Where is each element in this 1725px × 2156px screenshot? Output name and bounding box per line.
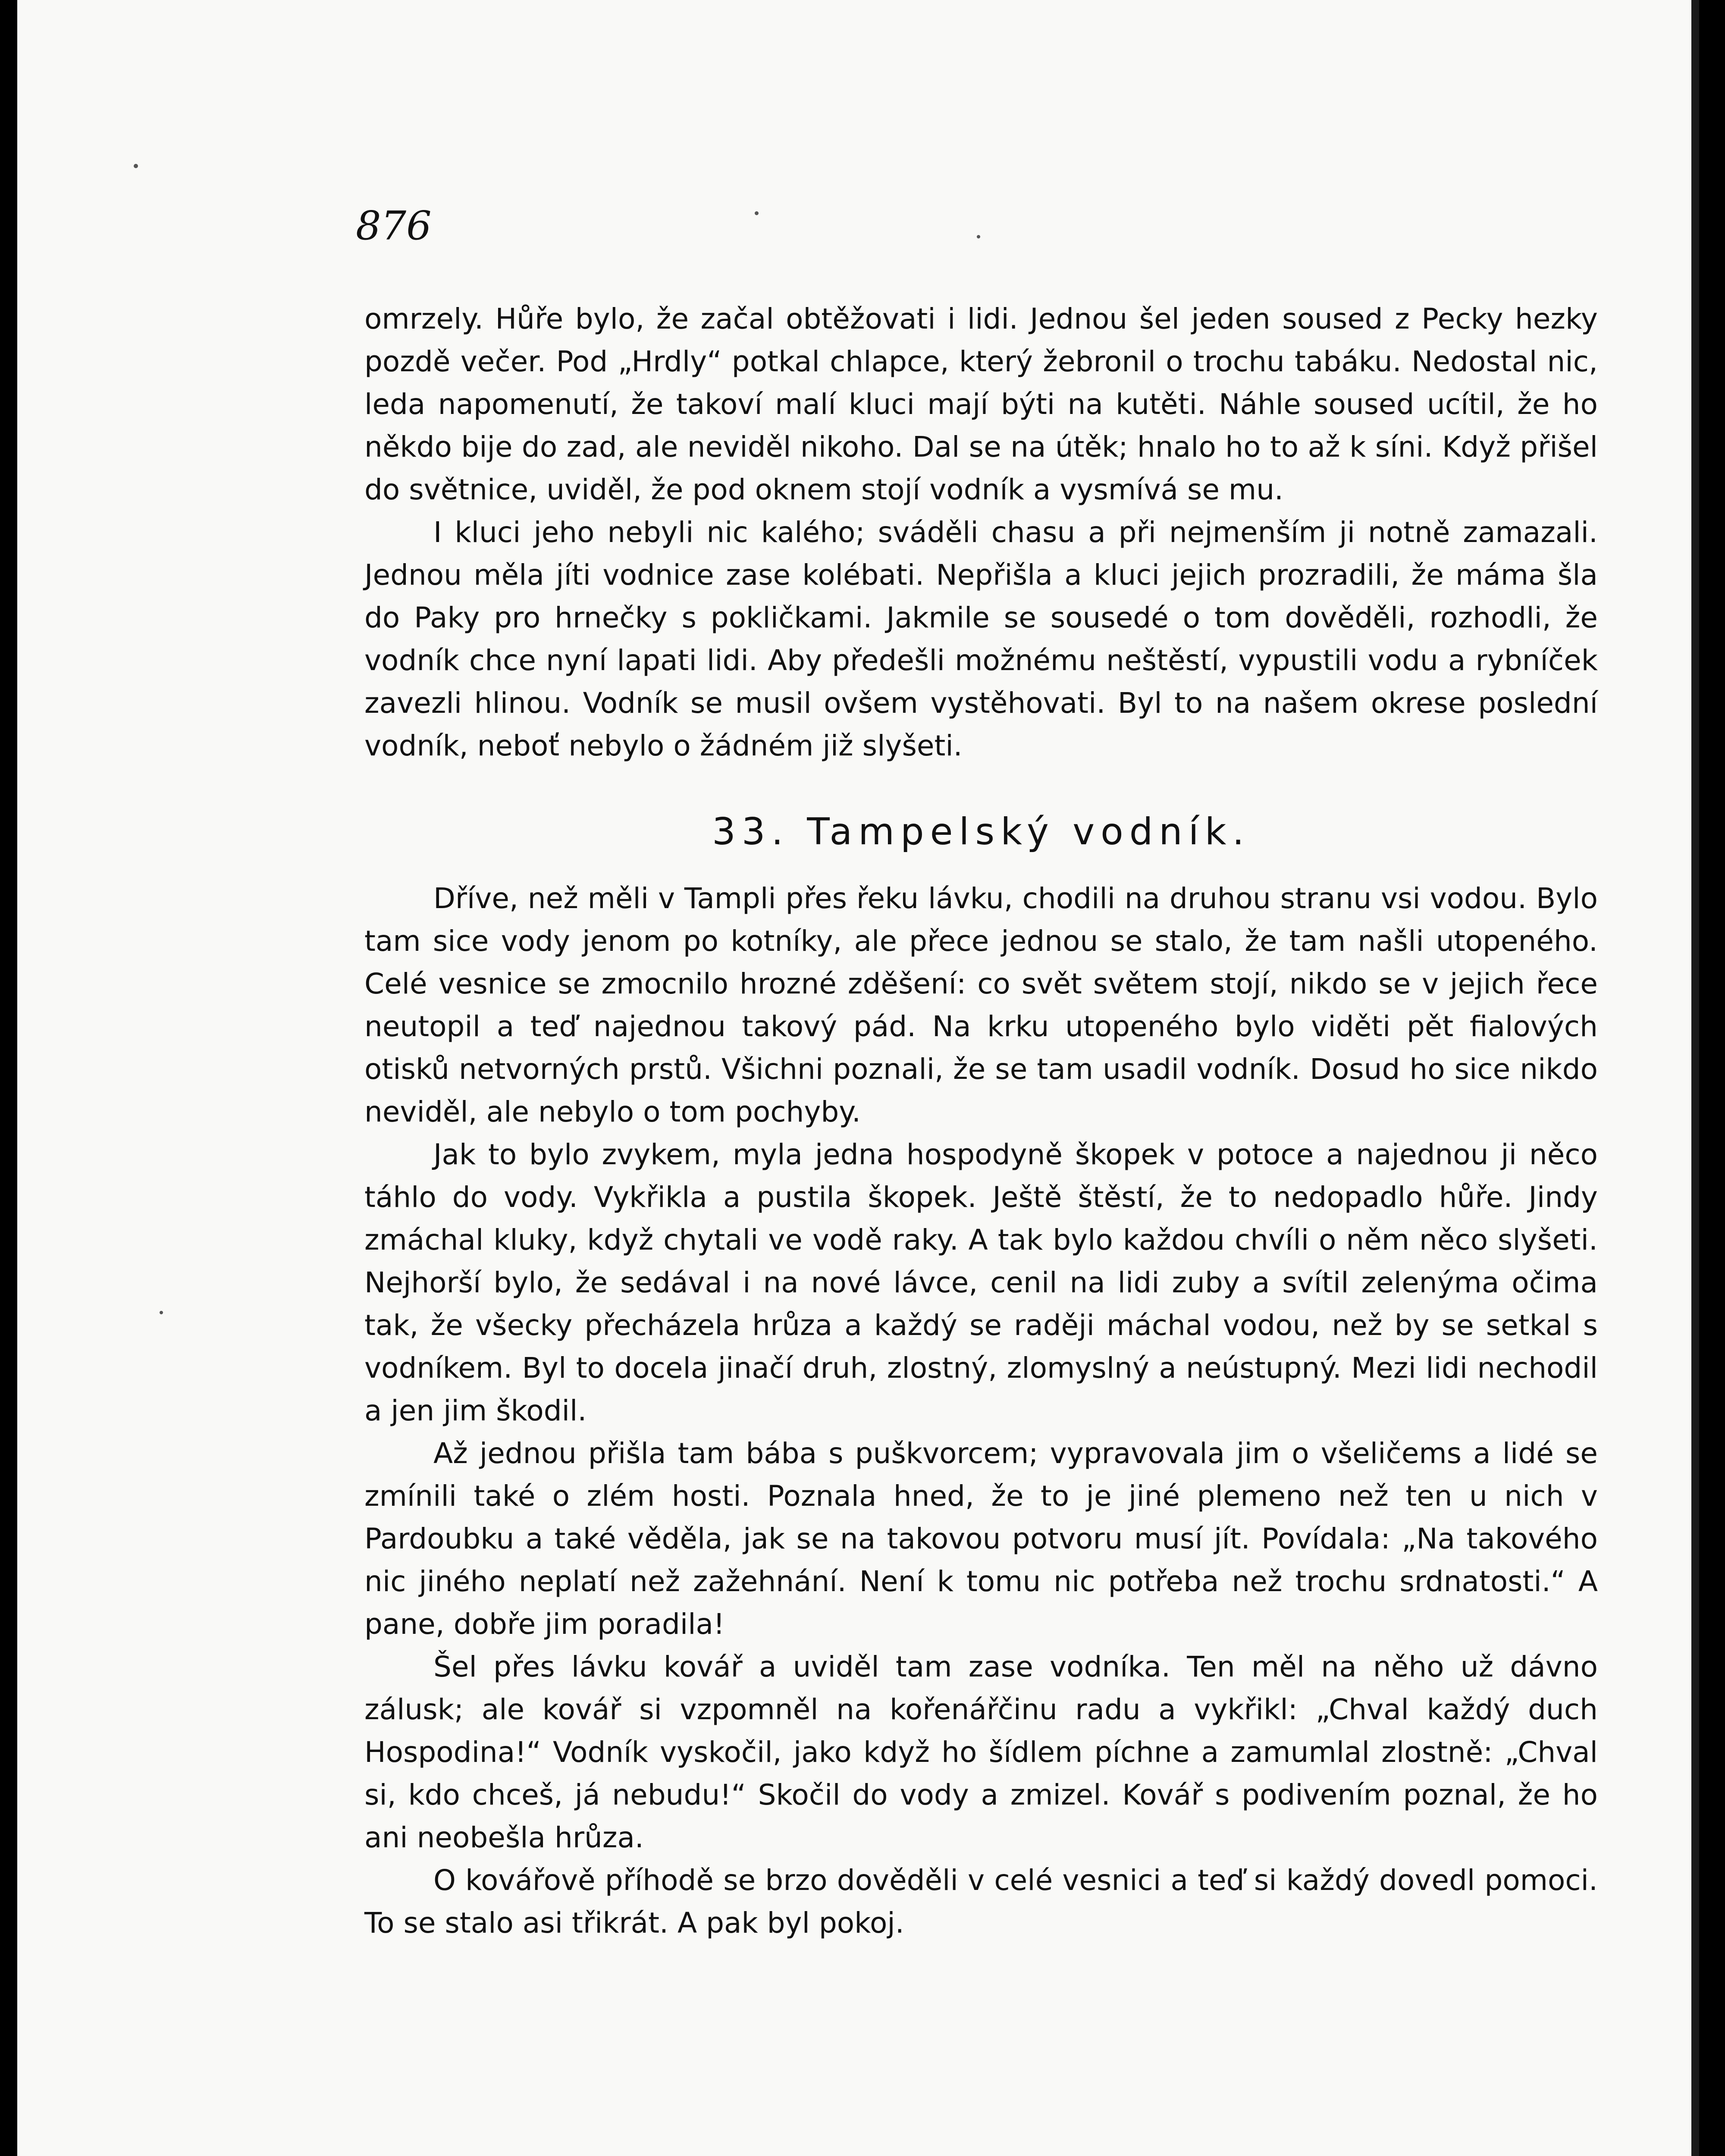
paragraph-continuation-2: I kluci jeho nebyli nic kalého; sváděli chasu a při nejmenším ji notně zamazali. Jednou měla jíti vodnice zase kolébati. Nepřišla a kluci jejich prozradili, že máma šla do Paky pro hrnečky s pokličkami. Jakmile se sousedé o tom dověděli, rozhodli, že vodník chce nyní lapati lidi. Aby předešli možnému neštěstí, vypustili vodu a rybníček zavezli hlinou. Vodník se musil ovšem vystěhovati. Byl to na našem okrese poslední vodník, neboť nebylo o žádném již slyšeti.	[364, 516, 1598, 762]
paragraph-5: O kovářově příhodě se brzo dověděli v celé vesnici a teď si každý dovedl pomoci. To se stalo asi třikrát. A pak byl pokoj.	[364, 1864, 1598, 1940]
paper-speck	[977, 235, 980, 238]
page-text	[364, 298, 1598, 1944]
paragraph-2: Jak to bylo zvykem, myla jedna hospodyně škopek v potoce a najednou ji něco táhlo do vody. Vykřikla a pustila škopek. Ještě štěstí, že to nedopadlo hůře. Jindy zmáchal kluky, když chytali ve vodě raky. A tak bylo každou chvíli o něm něco slyšeti. Nejhorší bylo, že sedával i na nové lávce, cenil na lidi zuby a svítil zelenýma očima tak, že všecky přecházela hrůza a každý se raději máchal vodou, než by se setkal s vodníkem. Byl to docela jinačí druh, zlostný, zlomyslný a neústupný. Mezi lidi nechodil a jen jim škodil.	[364, 1138, 1598, 1427]
paragraph-continuation-1: omrzely. Hůře bylo, že začal obtěžovati i lidi. Jednou šel jeden soused z Pecky hezky pozdě večer. Pod „Hrdly“ potkal chlapce, který žebronil o trochu tabáku. Nedostal nic, leda napomenutí, že takoví malí kluci mají býti na kutěti. Náhle soused ucítil, že ho někdo bije do zad, ale neviděl nikoho. Dal se na útěk; hnalo ho to až k síni. Když přišel do světnice, uviděl, že pod oknem stojí vodník a vysmívá se mu.	[364, 302, 1598, 506]
paragraph-1: Dříve, než měli v Tampli přes řeku lávku, chodili na druhou stranu vsi vodou. Bylo tam sice vody jenom po kotníky, ale přece jednou se stalo, že tam našli utopeného. Celé vesnice se zmocnilo hrozné zděšení: co svět světem stojí, nikdo se v jejich řece neutopil a teď najednou takový pád. Na krku utopeného bylo viděti pět fialových otisků netvorných prstů. Všichni poznali, že se tam usadil vodník. Dosud ho sice nikdo neviděl, ale nebylo o tom pochyby.	[364, 882, 1598, 1128]
paragraph-4: Šel přes lávku kovář a uviděl tam zase vodníka. Ten měl na něho už dávno zálusk; ale kovář si vzpomněl na kořenářčinu radu a vykřikl: „Chval každý duch Hospodina!“ Vodník vyskočil, jako když ho šídlem píchne a zamumlal zlostně: „Chval si, kdo chceš, já nebudu!“ Skočil do vody a zmizel. Kovář s podivením poznal, že ho ani neobešla hrůza.	[364, 1650, 1598, 1854]
section-title: 33. Tampelský vodník.	[712, 810, 1250, 853]
paragraph-3: Až jednou přišla tam bába s puškvorcem; vypravovala jim o všeličems a lidé se zmínili také o zlém hosti. Poznala hned, že to je jiné plemeno než ten u nich v Pardoubku a také věděla, jak se na takovou potvoru musí jít. Povídala: „Na takového nic jiného neplatí než zažehnání. Není k tomu nic potřeba než trochu srdnatosti.“ A pane, dobře jim poradila!	[364, 1437, 1598, 1641]
paper-speck	[134, 164, 138, 168]
paper-speck	[755, 211, 759, 215]
book-page	[17, 0, 1699, 2156]
paper-speck	[160, 1311, 163, 1314]
page-number: 876	[356, 203, 432, 249]
